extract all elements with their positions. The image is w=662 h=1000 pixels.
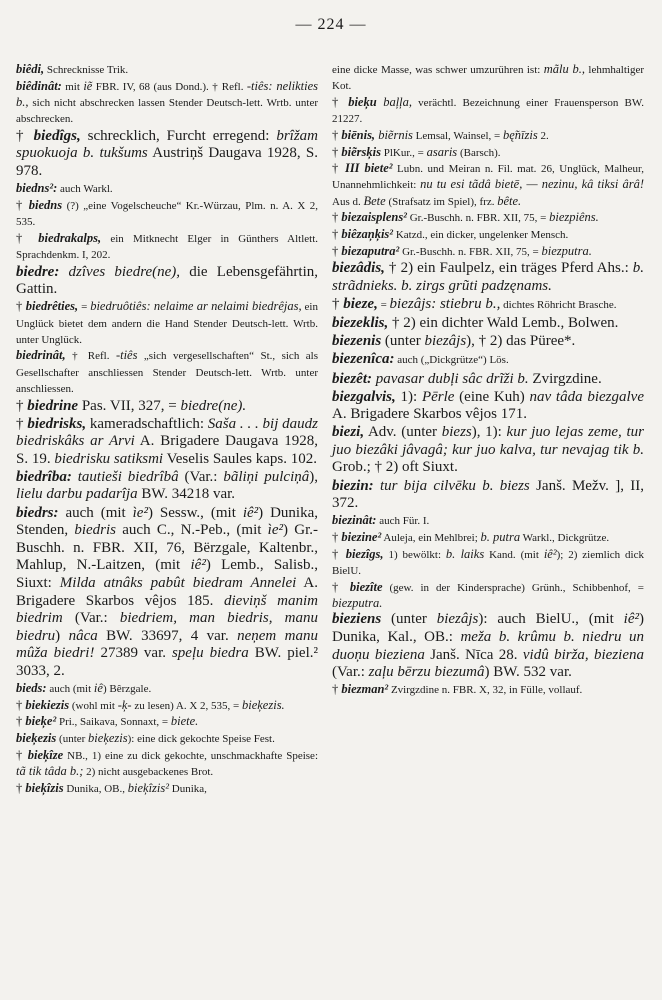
dictionary-entry xyxy=(16,62,318,78)
italic-text: iê² xyxy=(190,557,206,574)
entry-text: Zvirgzdine n. FBR. X, 32, in Fülle, vollauf. xyxy=(388,684,583,697)
entry-text: † xyxy=(332,682,342,697)
headword: biezgalvis, xyxy=(332,388,396,405)
italic-text: iẽ xyxy=(83,78,93,93)
dictionary-entry xyxy=(332,333,644,351)
italic-text: -tiês xyxy=(115,348,138,363)
headword: biezîgs, xyxy=(345,546,384,561)
entry-text: † xyxy=(332,579,350,594)
entry-text: Grob.; † 2) oft Siuxt. xyxy=(332,459,458,476)
entry-text: (unter xyxy=(381,333,425,350)
entry-text: Veselis Saules kaps. 102. xyxy=(163,450,317,467)
headword: biẽrsķis xyxy=(341,144,381,159)
entry-text: (?) „eine Vogelscheuche“ Kr.-Würzau, Plm. n. A. X 2, 535. xyxy=(16,199,319,228)
entry-text: ); 2) ziemlich dick BielU. xyxy=(332,548,644,577)
entry-text: † xyxy=(332,94,349,109)
dictionary-entry xyxy=(332,296,644,315)
italic-text: kur juo lejas zeme, tur juo biezâki jâvagâ; kur juo kalva, tur nevajag tik b. xyxy=(332,424,644,458)
entry-text: † Refl. xyxy=(65,350,116,363)
italic-text: biete. xyxy=(170,714,199,729)
italic-text: iê² xyxy=(623,611,639,628)
italic-text: biezpiêns. xyxy=(549,210,599,225)
entry-text: † xyxy=(332,296,344,313)
entry-text: ) xyxy=(55,627,69,644)
entry-text: dichtes Röhricht Brasche. xyxy=(500,299,617,312)
entry-text: ) Lemb., Salisb., Siuxt: xyxy=(16,557,319,591)
headword: biezenîca: xyxy=(332,351,395,368)
entry-text: auch (mit xyxy=(46,683,94,696)
dictionary-entry xyxy=(332,62,644,94)
headword: biezâdis, xyxy=(332,260,385,277)
entry-text: 2) nicht ausgebackenes Brot. xyxy=(83,766,214,779)
italic-text: biedris xyxy=(74,522,116,539)
entry-text: Aus d. xyxy=(332,195,364,208)
dictionary-entry xyxy=(332,351,644,370)
headword: biedrêties, xyxy=(25,299,79,314)
italic-text: iê xyxy=(93,681,103,696)
right-column xyxy=(332,62,644,699)
italic-text: biedrisku satiksmi xyxy=(54,450,164,467)
dictionary-entry xyxy=(332,210,644,226)
entry-text: sich nicht abschrecken lassen Stender Deutsch-lett. Wrtb. unter abschrecken. xyxy=(16,96,318,126)
headword: biezeklis, xyxy=(332,315,389,332)
entry-text: Pri., Saikava, Sonnaxt, = xyxy=(56,716,171,729)
entry-text: Austriņš Daugava 1928, S. 978. xyxy=(16,145,318,179)
dictionary-entry xyxy=(332,128,644,144)
entry-text: verächtl. Bezeichnung einer Frauensperson BW. 21227. xyxy=(332,96,644,126)
entry-text: (Var.: xyxy=(178,468,224,485)
entry-text: † xyxy=(332,210,342,225)
entry-text: schrecklich, Furcht erregend: xyxy=(80,127,277,144)
italic-text: nâca xyxy=(68,627,98,644)
italic-text: nu tu esi tãdâ bietē, — nezinu, kâ tiksi ârâ! xyxy=(420,177,645,192)
entry-text: † xyxy=(16,197,29,212)
italic-text: tautieši biedrîbâ xyxy=(71,468,179,485)
entry-text: eine dicke Masse, was schwer umzurühren ist: xyxy=(332,64,544,76)
entry-text: 1): xyxy=(395,388,422,405)
entry-text: (wohl mit xyxy=(69,699,118,712)
dictionary-entry xyxy=(16,748,318,780)
headword: biezenis xyxy=(332,333,382,350)
entry-text: = xyxy=(78,301,91,314)
italic-text: meža b. krûmu b. niedru un duoņu bieziena xyxy=(332,629,644,663)
italic-text: iê² xyxy=(543,546,557,561)
headword: biezaputra² xyxy=(341,243,400,258)
entry-text: Zvirgzdine. xyxy=(528,370,602,387)
entry-text: ) Dunika, Stenden, xyxy=(16,504,318,539)
dictionary-entry xyxy=(16,198,318,230)
italic-text: Saša . . . bij daudz biedriskâks ar Arvi xyxy=(16,415,318,450)
entry-text: † xyxy=(16,397,28,414)
headword: bieķu xyxy=(348,94,377,109)
entry-text: auch Warkl. xyxy=(57,183,113,196)
dictionary-entry xyxy=(16,348,318,397)
headword: biedns xyxy=(28,197,63,212)
left-column xyxy=(16,62,318,797)
entry-text: (Var.: xyxy=(62,610,120,627)
entry-text: † xyxy=(16,299,26,314)
entry-text: ) Gr.-Buschh. n. FBR. XII, 76, Bërzgale, Kaltenbr., Mahlup, N.-Laitzen, (mit xyxy=(16,522,318,574)
entry-text: (Barsch). xyxy=(457,146,501,159)
entry-text: A. Brigadere Skarbos vêjos 185. xyxy=(16,574,318,609)
dictionary-entry xyxy=(16,231,318,263)
italic-text: biedruôtiês: nelaime ar nelaimi biedrêjas, xyxy=(90,299,302,314)
italic-text: pavasar dubļi sâc drĩži b. xyxy=(371,370,529,387)
italic-text: bieķezis. xyxy=(241,697,285,712)
entry-text: ): eine dick gekochte Speise Fest. xyxy=(127,733,275,746)
entry-text: Gr.-Buschh. n. FBR. XII, 75, = xyxy=(399,245,542,258)
italic-text: b. laiks xyxy=(445,546,485,561)
entry-text: ): auch BielU., (mit xyxy=(478,611,624,628)
headword: biedns²: xyxy=(16,181,58,196)
dictionary-entry xyxy=(332,530,644,546)
entry-text: † xyxy=(16,697,26,712)
headword: biedîgs, xyxy=(33,127,81,144)
entry-text: BW. 33697, 4 var. xyxy=(97,627,238,644)
dictionary-entry xyxy=(16,505,318,681)
entry-text: FBR. IV, 68 (aus Dond.). † Refl. xyxy=(92,80,247,93)
entry-text: ) BW. 532 var. xyxy=(484,664,572,681)
page-number: — 224 — xyxy=(295,16,367,33)
entry-text: auch („Dickgrütze“) Lös. xyxy=(394,354,509,367)
entry-text: Lemsal, Wainsel, = xyxy=(412,129,503,142)
entry-text: auch Für. I. xyxy=(376,515,430,528)
entry-text: Pas. VII, 327, = xyxy=(78,397,181,414)
headword: biezîte xyxy=(349,579,383,594)
headword: biêdi, xyxy=(16,62,45,76)
italic-text: b. strãdnieks. b. zirgs grũti padzęnams. xyxy=(332,260,644,295)
italic-text: baļļa, xyxy=(376,94,413,109)
entry-text: 2. xyxy=(537,129,549,142)
italic-text: biezâjs: stiebru b., xyxy=(389,296,501,313)
italic-text: biezâjs xyxy=(424,333,467,350)
entry-text: (gew. in der Kindersprache) Grünh., Schibbenhof, = xyxy=(382,581,645,594)
dictionary-entry xyxy=(16,698,318,714)
italic-text: biedre(ne). xyxy=(180,397,247,414)
entry-text: zu lesen) A. X 2, 535, = xyxy=(131,699,242,712)
entry-text: mit xyxy=(61,80,84,93)
dictionary-entry xyxy=(16,781,318,797)
entry-text: † xyxy=(332,144,342,159)
headword: bieķezis xyxy=(16,731,57,746)
entry-text: PlKur., = xyxy=(380,146,427,159)
dictionary-entry xyxy=(16,128,318,181)
italic-text: Pērle xyxy=(421,388,455,405)
dictionary-entry xyxy=(16,469,318,504)
headword: biêzaņķis² xyxy=(341,227,394,242)
dictionary-entry xyxy=(332,145,644,161)
headword: biēnis, xyxy=(341,127,376,142)
italic-text: Milda atnâks pabût biedram Annelei xyxy=(59,574,297,591)
entry-text: Kand. (mit xyxy=(484,548,544,561)
entry-text: NB., 1) eine zu dick gekochte, unschmackhafte Speise: xyxy=(63,749,318,762)
entry-text: (Var.: xyxy=(332,664,369,681)
entry-text: † xyxy=(332,227,342,242)
italic-text: bę̃nīzis xyxy=(502,127,538,142)
italic-text: b. putra xyxy=(480,529,521,544)
italic-text: ìe² xyxy=(132,504,148,521)
headword: III biete² xyxy=(344,161,393,176)
headword: bieķîze xyxy=(27,747,64,762)
dictionary-entry xyxy=(16,79,318,128)
italic-text: vidû birža, bieziena xyxy=(522,646,644,663)
entry-text: † 2) ein Faulpelz, ein träges Pferd Ahs.: xyxy=(384,260,633,277)
entry-text: A. Brigadere Skarbos vêjos 171. xyxy=(332,406,527,423)
italic-text: biezs xyxy=(441,424,472,441)
dictionary-entry xyxy=(332,580,644,611)
headword: biekiezis xyxy=(25,697,70,712)
entry-text: Gr.-Buschh. n. FBR. XII, 75, = xyxy=(406,212,550,225)
italic-text: iê² xyxy=(242,504,259,521)
italic-text: -ķ- xyxy=(117,697,132,712)
entry-text: Adv. (unter xyxy=(364,424,442,441)
dictionary-entry xyxy=(16,264,318,299)
entry-text: ein Unglück bietet dem andern die Hand Stender Deutsch-lett. Wrtb. unter Unglück. xyxy=(16,301,318,346)
entry-text: † 2) ein dichter Wald Lemb., Bolwen. xyxy=(388,315,619,332)
dictionary-entry xyxy=(332,244,644,260)
italic-text: biezputra. xyxy=(332,595,383,610)
entry-text: Dunika, OB., xyxy=(63,782,128,795)
italic-text: biedriem, man biedris, manu biedru xyxy=(16,610,318,644)
dictionary-entry xyxy=(332,478,644,513)
dictionary-entry xyxy=(332,611,644,681)
italic-text: mãlu b., xyxy=(543,62,586,76)
entry-text: † xyxy=(16,230,39,245)
entry-text: (eine Kuh) xyxy=(454,388,530,405)
headword: biedrinât, xyxy=(16,348,66,363)
italic-text: biẽrnis xyxy=(375,127,413,142)
italic-text: tur bija cilvēku b. biezs xyxy=(373,477,530,494)
italic-text: -tiês: nelikties b., xyxy=(16,78,318,109)
headword: bieds: xyxy=(16,681,47,696)
italic-text: dzîves biedre(ne), xyxy=(59,263,181,280)
headword: bieķîzis xyxy=(25,780,64,795)
entry-text: ) Bêrzgale. xyxy=(102,683,152,696)
entry-text: = xyxy=(377,299,390,312)
headword: biezêt: xyxy=(332,370,372,387)
entry-text: Katzd., ein dicker, ungelenker Mensch. xyxy=(393,229,569,242)
entry-text: Lubn. und Meiran n. Fil. mat. 26, Unglück, Malheur, Unannehmlichkeit: xyxy=(332,163,644,192)
entry-text: Schrecknisse Trik. xyxy=(44,64,129,76)
italic-text: bieķîzis² xyxy=(127,780,169,795)
entry-text: Janš. Mežv. ], II, 372. xyxy=(332,477,644,512)
dictionary-entry xyxy=(16,681,318,697)
dictionary-entry xyxy=(332,161,644,210)
italic-text: tã tik tâda b.; xyxy=(16,764,84,779)
headword: bieziens xyxy=(332,611,382,628)
entry-text: Janš. Nīca 28. xyxy=(424,646,523,663)
headword: biedrakalps, xyxy=(38,230,102,245)
dictionary-entry xyxy=(16,714,318,730)
italic-text: bête. xyxy=(497,193,522,208)
italic-text: ìe² xyxy=(267,522,283,539)
italic-text: bãliņi pulciņâ xyxy=(223,468,310,485)
dictionary-entry xyxy=(16,416,318,469)
entry-text: auch C., N.-Peb., (mit xyxy=(116,522,268,539)
entry-text: Dunika, xyxy=(169,782,207,795)
italic-text: asaris xyxy=(426,144,458,159)
headword: biezinât: xyxy=(332,513,377,528)
entry-text: 1) bewölkt: xyxy=(383,548,446,561)
headword: biêdinât: xyxy=(16,78,62,93)
entry-text: † xyxy=(16,714,26,729)
italic-text: neņem manu mûža biedri! xyxy=(16,627,318,662)
headword: bieķe² xyxy=(25,714,57,729)
headword: biedrisks, xyxy=(27,415,87,432)
entry-text: 27389 var. xyxy=(94,645,172,662)
entry-text: † xyxy=(332,161,345,176)
entry-text: ), xyxy=(309,468,318,485)
entry-text: † xyxy=(332,529,342,544)
italic-text: lielu darbu padarîja xyxy=(16,486,138,503)
entry-text: (unter xyxy=(56,733,89,746)
italic-text: brîžam spuokuoja b. tukšums xyxy=(16,127,318,162)
entry-text: ) Sessw., (mit xyxy=(147,504,243,521)
headword: biedrine xyxy=(27,397,79,414)
entry-text: † xyxy=(16,747,28,762)
headword: biedrs: xyxy=(16,504,59,521)
headword: biezi, xyxy=(332,424,365,441)
dictionary-entry xyxy=(332,315,644,333)
dictionary-entry xyxy=(16,181,318,197)
headword: biedrîba: xyxy=(16,468,72,485)
entry-text: (Strafsatz im Spiel), frz. xyxy=(385,195,498,208)
entry-text: BW. 34218 var. xyxy=(137,486,236,503)
dictionary-entry xyxy=(332,424,644,477)
headword: biezin: xyxy=(332,477,374,494)
headword: bieze, xyxy=(343,296,378,313)
italic-text: Bete xyxy=(363,193,386,208)
entry-text: BW. piel.² 3033, 2. xyxy=(16,645,319,679)
entry-text: Warkl., Dickgrütze. xyxy=(520,531,610,544)
entry-text: „sich vergesellschaften“ St., sich als Gesellschafter anschliessen Stender Deutsch-lett. Wrtb. unter anschliessen. xyxy=(16,350,318,395)
entry-text: ), 1): xyxy=(471,424,507,441)
italic-text: nav tâda biezgalve xyxy=(529,388,644,405)
entry-text: ein Mitknecht Elger in Günthers Altlett. Sprachdenkm. I, 202. xyxy=(16,232,319,261)
italic-text: bieķezis xyxy=(88,731,128,746)
headword: biezman² xyxy=(341,682,389,697)
entry-text: † xyxy=(332,127,342,142)
dictionary-entry xyxy=(332,227,644,243)
headword: biedre: xyxy=(16,263,60,280)
italic-text: dieviņš manim biedrim xyxy=(16,592,318,627)
dictionary-entry xyxy=(332,547,644,579)
italic-text: speļu biedra xyxy=(171,645,249,662)
entry-text: ), † 2) das Püree*. xyxy=(466,333,576,350)
headword: biezaisplens² xyxy=(341,210,407,225)
entry-text: ) Dunika, Kal., OB.: xyxy=(332,611,644,646)
dictionary-entry xyxy=(332,389,644,424)
dictionary-entry xyxy=(332,260,644,295)
entry-text: die Lebensgefährtin, Gattin. xyxy=(16,263,318,298)
dictionary-entry xyxy=(332,513,644,529)
dictionary-entry xyxy=(16,299,318,348)
entry-text: lehmhaltiger Kot. xyxy=(332,64,645,93)
entry-text: A. Brigadere Daugava 1928, S. 19. xyxy=(16,433,318,467)
dictionary-entry xyxy=(332,371,644,389)
dictionary-entry xyxy=(332,682,644,698)
entry-text: † xyxy=(16,415,28,432)
entry-text: Auleja, ein Mehlbrei; xyxy=(381,531,481,544)
headword: biezine² xyxy=(341,529,382,544)
dictionary-entry xyxy=(16,398,318,416)
entry-text: (unter xyxy=(381,611,437,628)
dictionary-entry xyxy=(16,731,318,747)
italic-text: biezputra. xyxy=(541,243,592,258)
entry-text: auch (mit xyxy=(58,504,133,521)
italic-text: biezâjs xyxy=(436,611,479,628)
italic-text: zaļu bērzu biezumâ xyxy=(368,664,485,681)
entry-text: † xyxy=(332,243,342,258)
entry-text: kameradschaftlich: xyxy=(86,415,208,432)
entry-text: † xyxy=(16,127,34,144)
dictionary-entry xyxy=(332,95,644,127)
entry-text: † xyxy=(16,780,26,795)
entry-text: † xyxy=(332,546,346,561)
